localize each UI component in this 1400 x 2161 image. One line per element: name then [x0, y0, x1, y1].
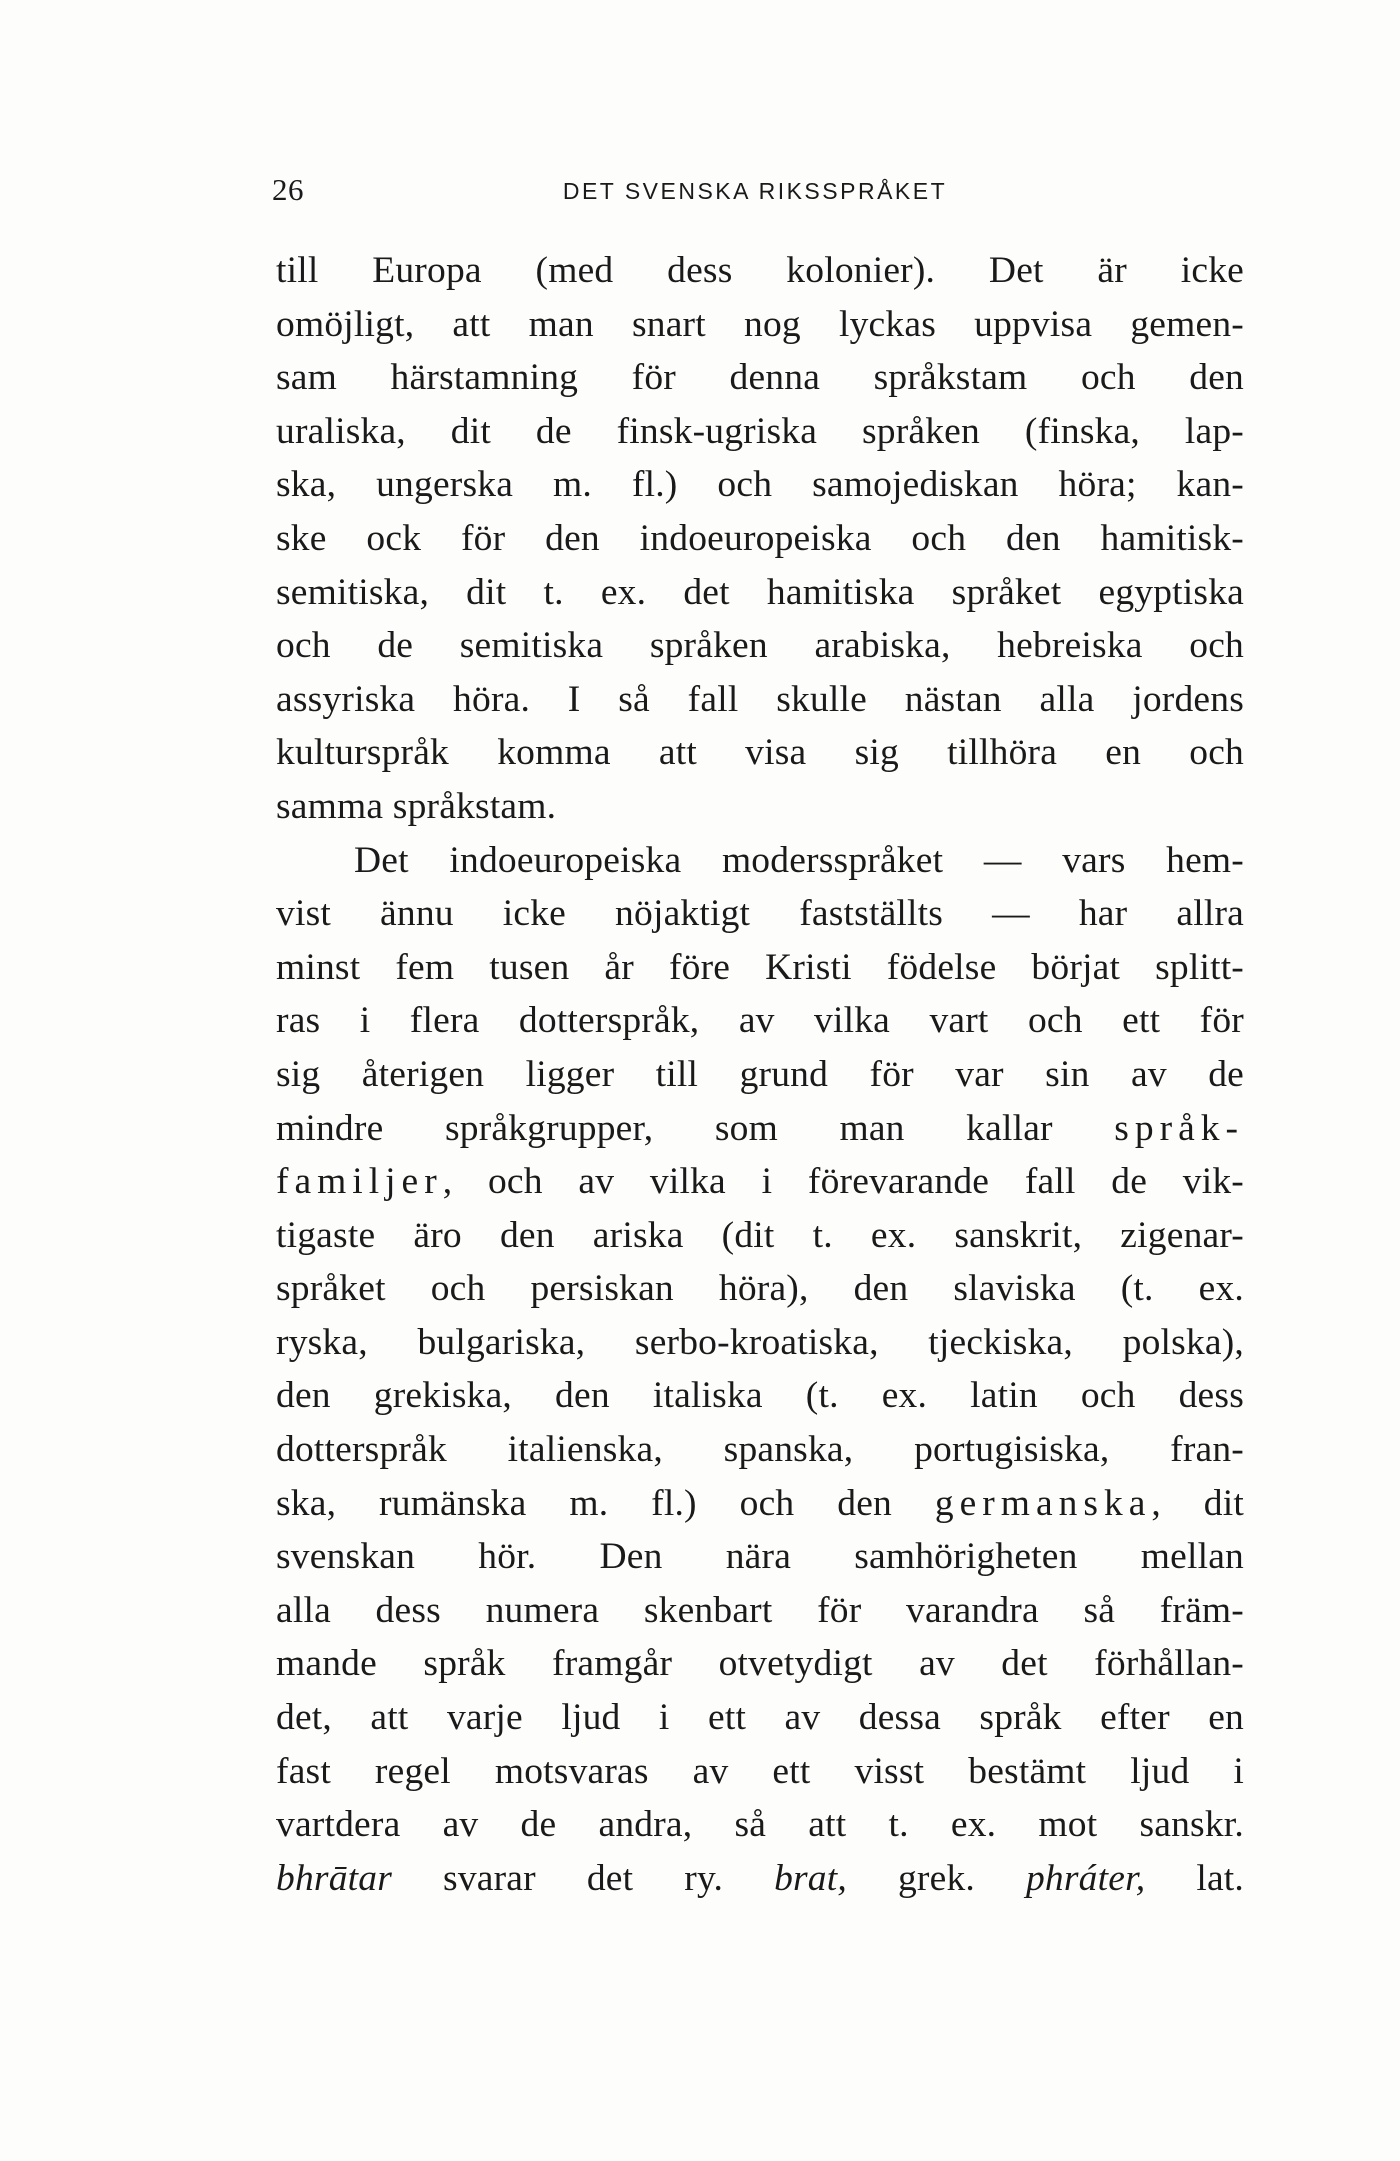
- text-segment: grek.: [846, 1857, 1026, 1899]
- text-line: ryska, bulgariska, serbo-kroatiska, tjeckiska, polska),: [276, 1321, 1244, 1363]
- text-line: vartdera av de andra, så att t. ex. mot sanskr.: [276, 1804, 1244, 1846]
- page-header: [268, 172, 1242, 220]
- text-line: sig återigen ligger till grund för var sin av de: [276, 1053, 1244, 1095]
- text-line: uraliska, dit de finsk-ugriska språken (finska, lap-: [276, 410, 1244, 452]
- text-line: assyriska höra. I så fall skulle nästan alla jordens: [276, 678, 1244, 720]
- text-line: vist ännu icke nöjaktigt fastställts — har allra: [276, 893, 1244, 935]
- text-line: ske ock för den indoeuropeiska och den hamitisk-: [276, 517, 1244, 559]
- emphasized-term: familjer: [276, 1161, 443, 1203]
- italic-word: phráter,: [1025, 1857, 1146, 1899]
- text-line: fast regel motsvaras av ett visst bestämt ljud i: [276, 1750, 1244, 1792]
- text-line: ska, ungerska m. fl.) och samojediskan höra; kan-: [276, 464, 1244, 506]
- text-line: det, att varje ljud i ett av dessa språk efter en: [276, 1697, 1244, 1739]
- text-line: tigaste äro den ariska (dit t. ex. sanskrit, zigenar-: [276, 1214, 1244, 1256]
- text-line: omöjligt, att man snart nog lyckas uppvisa gemen-: [276, 303, 1244, 345]
- text-line: [276, 1102, 1244, 1156]
- text-segment: lat.: [1145, 1857, 1244, 1899]
- body-text: [276, 244, 1244, 1905]
- text-line: Det indoeuropeiska modersspråket — vars hem-: [354, 839, 1244, 881]
- text-line: mande språk framgår otvetydigt av det förhållan-: [276, 1643, 1244, 1685]
- emphasized-term: germanska: [934, 1482, 1152, 1524]
- text-line: svenskan hör. Den nära samhörigheten mellan: [276, 1536, 1244, 1578]
- text-segment: svarar det ry.: [392, 1857, 775, 1899]
- paragraph-1: [276, 244, 1244, 834]
- text-line: semitiska, dit t. ex. det hamitiska språket egyptiska: [276, 571, 1244, 613]
- text-line: minst fem tusen år före Kristi födelse börjat splitt-: [276, 946, 1244, 988]
- text-line: kulturspråk komma att visa sig tillhöra en och: [276, 732, 1244, 774]
- text-line: dotterspråk italienska, spanska, portugisiska, fran-: [276, 1429, 1244, 1471]
- running-head: DET SVENSKA RIKSSPRÅKET: [562, 178, 948, 204]
- text-segment: , och av vilka i förevarande fall de vik-: [442, 1161, 1244, 1203]
- text-line: till Europa (med dess kolonier). Det är icke: [276, 250, 1244, 291]
- text-line: [276, 1155, 1244, 1209]
- text-segment: ska, rumänska m. fl.) och den: [276, 1482, 935, 1524]
- paragraph-2: [276, 834, 1244, 1906]
- text-segment: mindre språkgrupper, som man kallar: [276, 1107, 1115, 1149]
- text-line: och de semitiska språken arabiska, hebreiska och: [276, 625, 1244, 667]
- text-line: alla dess numera skenbart för varandra så främ-: [276, 1589, 1244, 1631]
- italic-word: bhrātar: [276, 1857, 393, 1899]
- text-line: [276, 1477, 1244, 1531]
- emphasized-term: språk-: [1114, 1107, 1244, 1149]
- text-line: den grekiska, den italiska (t. ex. latin och dess: [276, 1375, 1244, 1417]
- text-segment: , dit: [1151, 1482, 1244, 1524]
- page-number: 26: [272, 172, 304, 207]
- text-line: sam härstamning för denna språkstam och den: [276, 357, 1244, 399]
- text-line: [276, 1852, 1244, 1906]
- italic-word: brat,: [774, 1857, 847, 1899]
- text-line: språket och persiskan höra), den slaviska (t. ex.: [276, 1268, 1244, 1310]
- text-line: ras i flera dotterspråk, av vilka vart och ett för: [276, 1000, 1244, 1042]
- text-line: samma språkstam.: [276, 785, 557, 827]
